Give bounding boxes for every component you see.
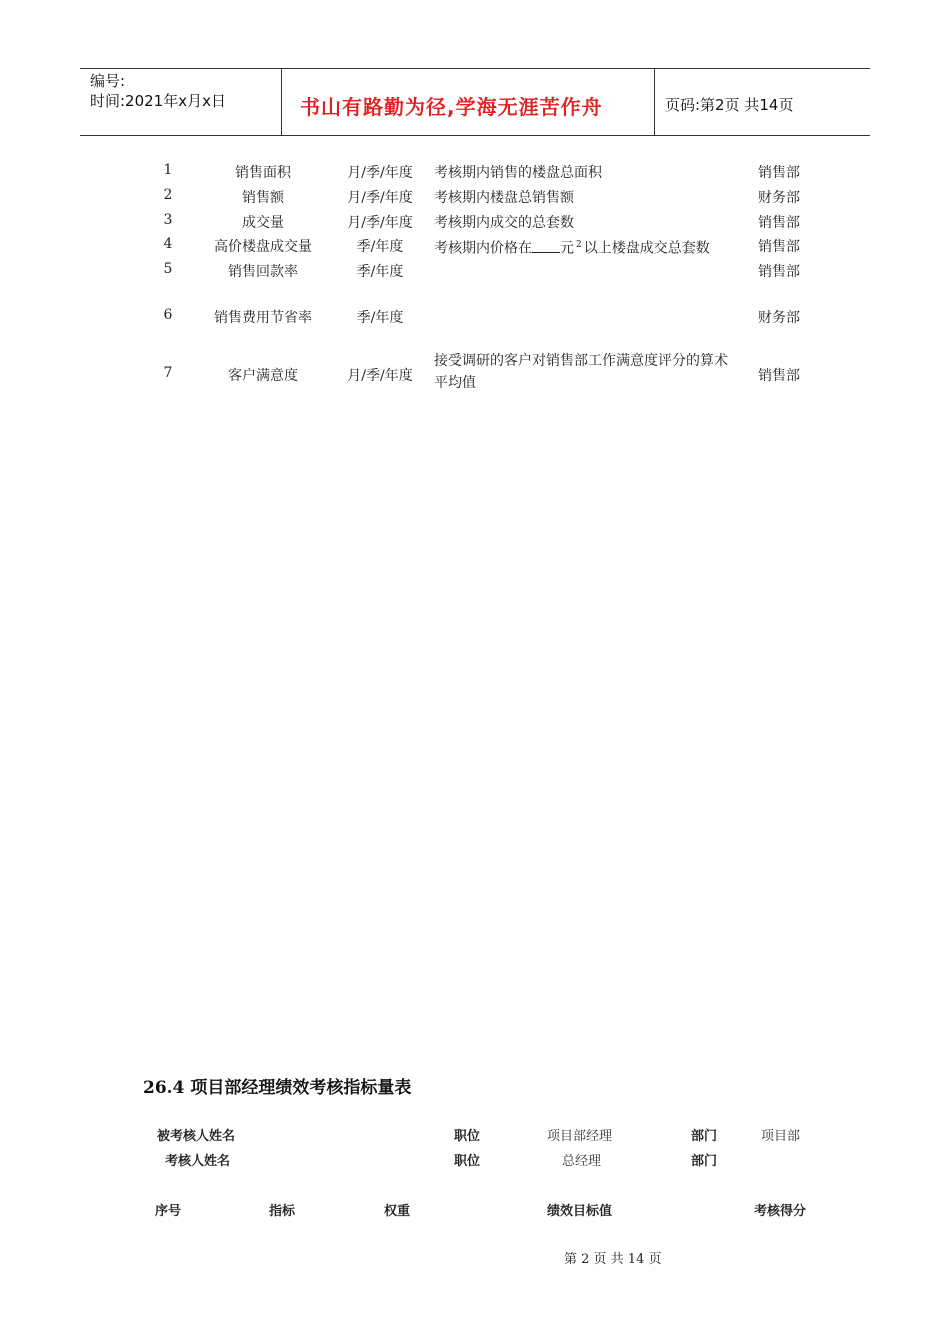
time-label: 时间:2021年x月x日 [90,92,226,110]
serial-label: 编号: [90,72,126,90]
indicator-definition [434,236,734,258]
definition-suffix: 以上楼盘成交总套数 [583,240,710,257]
assessment-period: 月/季/年度 [347,368,413,384]
indicator-name: 销售费用节省率 [214,310,312,326]
indicator-name: 客户满意度 [228,368,298,384]
column-header-indicator: 指标 [269,1204,296,1219]
section-title: 26.4 项目部经理绩效考核指标量表 [143,1078,412,1098]
assessment-period: 月/季/年度 [347,190,413,206]
row-number: 4 [163,236,173,252]
data-source-dept: 销售部 [758,239,800,255]
indicator-name: 销售额 [242,190,284,206]
assessment-period: 季/年度 [356,239,404,255]
header-motto: 书山有路勤为径,学海无涯苦作舟 [300,95,603,119]
row-number: 2 [163,187,173,203]
data-source-dept: 财务部 [758,310,800,326]
header-top-border [80,68,870,69]
assessee-dept-value: 项目部 [761,1129,801,1144]
assessor-position-value: 总经理 [562,1154,602,1169]
column-header-score: 考核得分 [754,1204,807,1219]
fill-in-blank [532,240,560,253]
assessment-period: 季/年度 [356,264,404,280]
assessor-dept-label: 部门 [691,1154,718,1169]
definition-superscript: 2 [576,240,582,250]
indicator-definition: 考核期内成交的总套数 [434,215,574,231]
indicator-name: 销售回款率 [228,264,298,280]
header-divider-left [281,68,282,136]
indicator-name: 销售面积 [235,165,291,181]
column-header-weight: 权重 [384,1204,411,1219]
assessee-name-label: 被考核人姓名 [157,1129,236,1144]
page-footer: 第 2 页 共 14 页 [564,1252,662,1267]
assessment-period: 月/季/年度 [347,165,413,181]
definition-prefix: 考核期内价格在 [434,240,532,257]
data-source-dept: 销售部 [758,215,800,231]
definition-unit: 元 [560,240,574,257]
indicator-definition: 接受调研的客户对销售部工作满意度评分的算术平均值 [434,353,728,391]
data-source-dept: 销售部 [758,368,800,384]
column-header-number: 序号 [155,1204,182,1219]
assessment-period: 季/年度 [356,310,404,326]
header-bottom-border [80,135,870,136]
assessor-name-label: 考核人姓名 [165,1154,231,1169]
indicator-name: 成交量 [242,215,284,231]
column-header-target: 绩效目标值 [547,1204,613,1219]
row-number: 7 [163,365,173,381]
indicator-name: 高价楼盘成交量 [214,239,312,255]
page-label: 页码:第2页 共14页 [665,96,794,114]
header-divider-right [654,68,655,136]
row-number: 6 [163,307,173,323]
data-source-dept: 销售部 [758,264,800,280]
data-source-dept: 销售部 [758,165,800,181]
indicator-definition: 考核期内销售的楼盘总面积 [434,165,602,181]
assessee-position-value: 项目部经理 [547,1129,613,1144]
assessee-position-label: 职位 [454,1129,481,1144]
assessee-dept-label: 部门 [691,1129,718,1144]
row-number: 1 [163,162,173,178]
assessor-position-label: 职位 [454,1154,481,1169]
assessment-period: 月/季/年度 [347,215,413,231]
row-number: 5 [163,261,173,277]
row-number: 3 [163,212,173,228]
indicator-definition: 考核期内楼盘总销售额 [434,190,574,206]
data-source-dept: 财务部 [758,190,800,206]
